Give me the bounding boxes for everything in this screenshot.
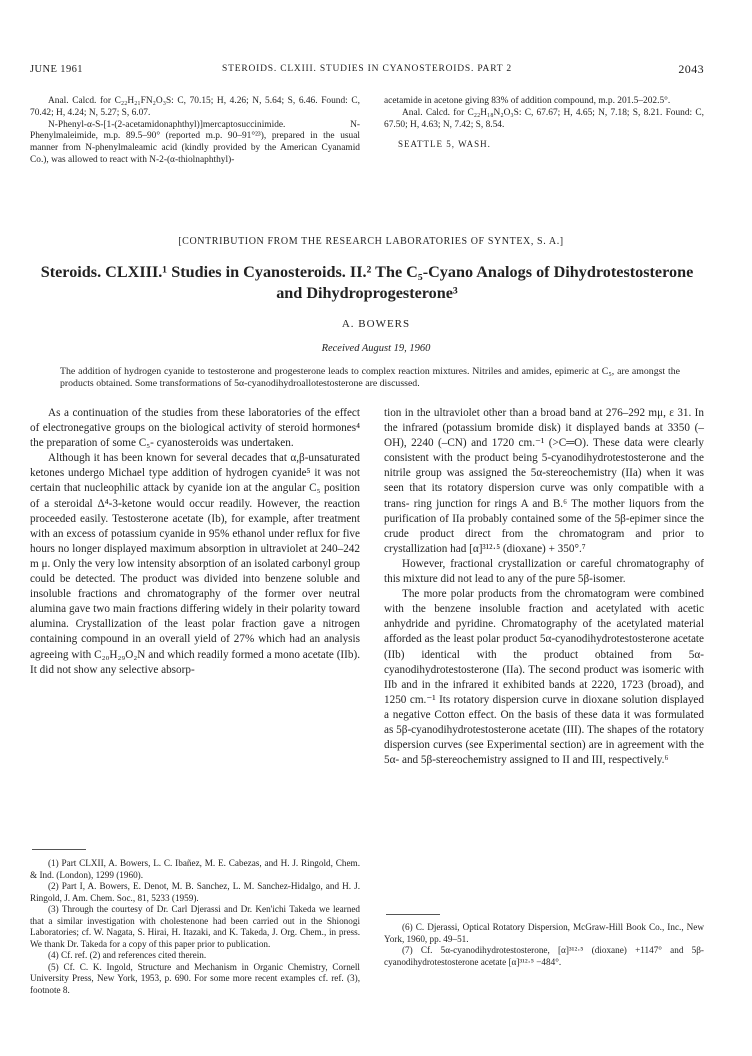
left-body-column	[30, 406, 360, 678]
paragraph-3: tion in the ultraviolet other than a broad band at 276–292 mμ, ε 31. In the infrared (potassium bromide disk) it displayed bands at 3350 (–OH), 2240 (–CN) and 1720 cm.⁻¹ (>C═O). These data were clearly consistent with the product being 5-cyanodihydrotestosterone and the nitrile group was assigned the 5α-stereochemistry (IIa) when it was seen that its rotatory dispersion curve was only compatible with a trans- ring junction for rings A and B.⁶ The mother liquors from the purification of IIa probably contained some of the 5β-epimer since the crude product direct from the chromatogram and prior to crystallization had [α]³¹²·⁵ (dioxane) + 350°.⁷	[384, 407, 704, 555]
footnotes-right	[384, 922, 704, 968]
analysis-text: Anal. Calcd. for C₂₂H₂₁FN₂O₃S: C, 70.15; H, 4.26; N, 5.64; S, 6.46. Found: C, 70.42; H, 4.24; N, 5.27; S, 6.07.	[30, 96, 360, 118]
footnote-7: (7) Cf. 5α-cyanodihydrotestosterone, [α]³¹²·⁵ (dioxane) +1147° and 5β-cyanodihydrotestosterone acetate [α]³¹²·⁵ −484°.	[384, 945, 704, 967]
header-title: STEROIDS. CLXIII. STUDIES IN CYANOSTEROIDS. PART 2	[222, 64, 512, 74]
footnote-6: (6) C. Djerassi, Optical Rotatory Dispersion, McGraw-Hill Book Co., Inc., New York, 1960, pp. 49–51.	[384, 922, 704, 944]
right-body-column	[384, 406, 704, 768]
contribution-line: [CONTRIBUTION FROM THE RESEARCH LABORATORIES OF SYNTEX, S. A.]	[178, 236, 564, 247]
page-number: 2043	[678, 62, 704, 76]
author: A. BOWERS	[341, 318, 411, 330]
abstract: The addition of hydrogen cyanide to testosterone and progesterone leads to complex reaction mixtures. Nitriles and amides, epimeric at C₅, are amongst the products obtained. Some transformations of 5α-cyanodihydroallotestosterone are discussed.	[60, 366, 680, 390]
header-date: JUNE 1961	[30, 64, 83, 75]
location-line: SEATTLE 5, WASH.	[398, 139, 491, 150]
experimental-continuation: acetamide in acetone giving 83% of addition compound, m.p. 201.5–202.5°.	[384, 96, 671, 106]
paragraph-1: As a continuation of the studies from these laboratories of the effect of electronegative groups on the biological activity of steroid hormones⁴ the preparation of some C₅- cyanosteroids was undertaken.	[30, 407, 360, 450]
prev-article-left	[30, 96, 360, 167]
footnote-5: (5) Cf. C. K. Ingold, Structure and Mechanism in Organic Chemistry, Cornell University Press, New York, 1953, p. 690. For some more recent examples cf. ref. (3), footnote 8.	[30, 961, 360, 995]
paragraph-5: The more polar products from the chromatogram were combined with the benzene insoluble fraction and acetylated with acetic anhydride and pyridine. Chromatography of the acetylated material afforded as the least polar product 5α-cyanodihydrotestosterone acetate (IIb) identical with the product obtained from 5α-cyanodihydrotestosterone (IIa). The second product was isomeric with IIb and in the infrared it exhibited bands at 2220, 1723 (broad), and 1250 cm.⁻¹ Its rotatory dispersion curve in dioxane solution displayed a negative Cotton effect. On the basis of these data it was formulated as 5β-cyanodihydrotestosterone acetate (III). The shapes of the rotatory dispersion curves (see Experimental section) are in agreement with the 5α- and 5β-stereochemistry assigned to II and III, respectively.⁶	[384, 588, 704, 767]
paragraph-4: However, fractional crystallization or careful chromatography of this mixture did not lead to any of the pure 5β-isomer.	[384, 557, 704, 586]
footnotes-left	[30, 858, 360, 996]
received-date: Received August 19, 1960	[321, 343, 431, 354]
footnote-rule-right	[386, 914, 440, 915]
footnote-1: (1) Part CLXII, A. Bowers, L. C. Ibañez, M. E. Cabezas, and H. J. Ringold, Chem. & Ind. (London), 1299 (1960).	[30, 858, 360, 880]
analysis-text-2: Anal. Calcd. for C₂₂H₁₈N₂O₃S: C, 67.67; H, 4.65; N, 7.18; S, 8.21. Found: C, 67.50; H, 4.63; N, 7.42; S, 8.54.	[384, 107, 704, 130]
footnote-rule-left	[32, 849, 86, 850]
paragraph-2: Although it has been known for several decades that α,β-unsaturated ketones undergo Michael type addition of hydrogen cyanide⁵ it was not certain that nucleophilic attack by cyanide ion at the angular C₅ position of a steroidal Δ⁴-3-ketone would occur readily. However, the reaction proceeded easily. Testosterone acetate (Ib), for example, after treatment with an excess of potassium cyanide in 95% ethanol under reflux for five hours no longer displayed maximum absorption in ultraviolet at 240–242 m μ. Only the very low intensity absorption of an isolated carbonyl group could be detected. The product was divided into benzene soluble and insoluble fractions and chromatography of the former over neutral alumina gave two main fractions differing widely in their polarity toward alumina. Crystallization of the least polar fraction gave a nitrogen containing compound in an overall yield of 27% which had an analysis agreeing with C₂₀H₂₉O₂N and which readily formed a mono acetate (IIb). It did not show any selective absorp-	[30, 452, 360, 676]
footnote-4: (4) Cf. ref. (2) and references cited therein.	[48, 950, 207, 960]
footnote-2: (2) Part I, A. Bowers, E. Denot, M. B. Sanchez, L. M. Sanchez-Hidalgo, and H. J. Ringold, J. Am. Chem. Soc., 81, 5233 (1959).	[30, 881, 360, 903]
experimental-text: N-Phenyl-α-S-[1-(2-acetamidonaphthyl)]mercaptosuccinimide. N-Phenylmaleimide, m.p. 89.5–90° (reported m.p. 90–91°²³), prepared in the usual manner from N-phenylmaleamic acid (kindly provided by the American Cyanamid Co.), was allowed to react with N-2-(α-thiolnaphthyl)-	[30, 119, 360, 165]
prev-article-right	[384, 96, 704, 151]
article-title: Steroids. CLXIII.¹ Studies in Cyanosteroids. II.² The C₅-Cyano Analogs of Dihydrotestosterone and Dihydroprogesterone³	[40, 263, 694, 302]
footnote-3: (3) Through the courtesy of Dr. Carl Djerassi and Dr. Ken'ichi Takeda we learned that a similar investigation with cholestenone had been carried out in the Shionogi Laboratories; cf. W. Nagata, S. Hirai, H. Itazaki, and K. Takeda, J. Org. Chem., in press. We thank Dr. Takeda for a copy of this paper prior to publication.	[30, 904, 360, 949]
